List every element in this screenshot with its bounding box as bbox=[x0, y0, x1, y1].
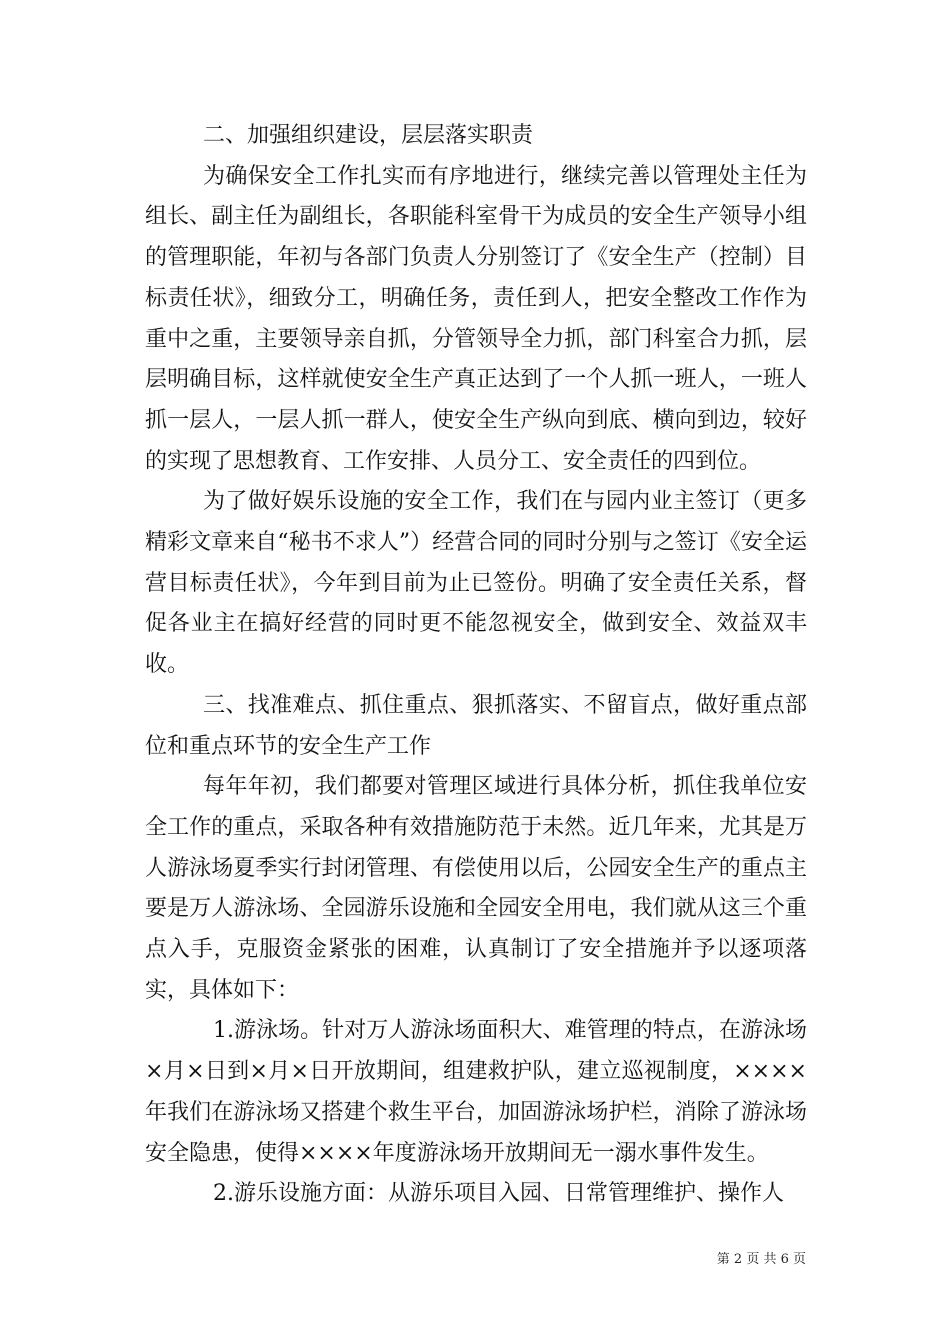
list-item: 2.游乐设施方面：从游乐项目入园、日常管理维护、操作人 bbox=[213, 1181, 784, 1207]
section-heading-3: 三、找准难点、抓住重点、狠抓落实、不留盲点，做好重点部位和重点环节的安全生产工作 bbox=[145, 692, 807, 759]
paragraph: 为了做好娱乐设施的安全工作，我们在与园内业主签订（更多精彩文章来自“秘书不求人”）经营合同的同时分别与之签订《安全运营目标责任状》，今年到目前为止已签份。明确了安全责任关系，督促各业主在搞好经营的同时更不能忽视安全，做到安全、效益双丰收。 bbox=[145, 489, 807, 678]
list-item: 1.游泳场。针对万人游泳场面积大、难管理的特点，在游泳场×月×日到×月×日开放期间，组建救护队，建立巡视制度，××××年我们在游泳场又搭建个救生平台，加固游泳场护栏，消除了游泳场安全隐患，使得××××年度游泳场开放期间无一溺水事件发生。 bbox=[145, 1018, 807, 1166]
paragraph: 每年年初，我们都要对管理区域进行具体分析，抓住我单位安全工作的重点，采取各种有效措施防范于未然。近几年来，尤其是万人游泳场夏季实行封闭管理、有偿使用以后，公园安全生产的重点主要是万人游泳场、全园游乐设施和全园安全用电，我们就从这三个重点入手，克服资金紧张的困难，认真制订了安全措施并予以逐项落实，具体如下： bbox=[145, 774, 807, 1003]
document-body bbox=[145, 116, 807, 1215]
paragraph: 为确保安全工作扎实而有序地进行，继续完善以管理处主任为组长、副主任为副组长，各职能科室骨干为成员的安全生产领导小组的管理职能，年初与各部门负责人分别签订了《安全生产（控制）目标责任状》，细致分工，明确任务，责任到人，把安全整改工作作为重中之重，主要领导亲自抓，分管领导全力抓，部门科室合力抓，层层明确目标，这样就使安全生产真正达到了一个人抓一班人，一班人抓一层人，一层人抓一群人，使安全生产纵向到底、横向到边，较好的实现了思想教育、工作安排、人员分工、安全责任的四到位。 bbox=[145, 163, 807, 474]
section-heading-2: 二、加强组织建设，层层落实职责 bbox=[203, 123, 534, 148]
page-number: 第 2 页 共 6 页 bbox=[716, 1252, 806, 1267]
